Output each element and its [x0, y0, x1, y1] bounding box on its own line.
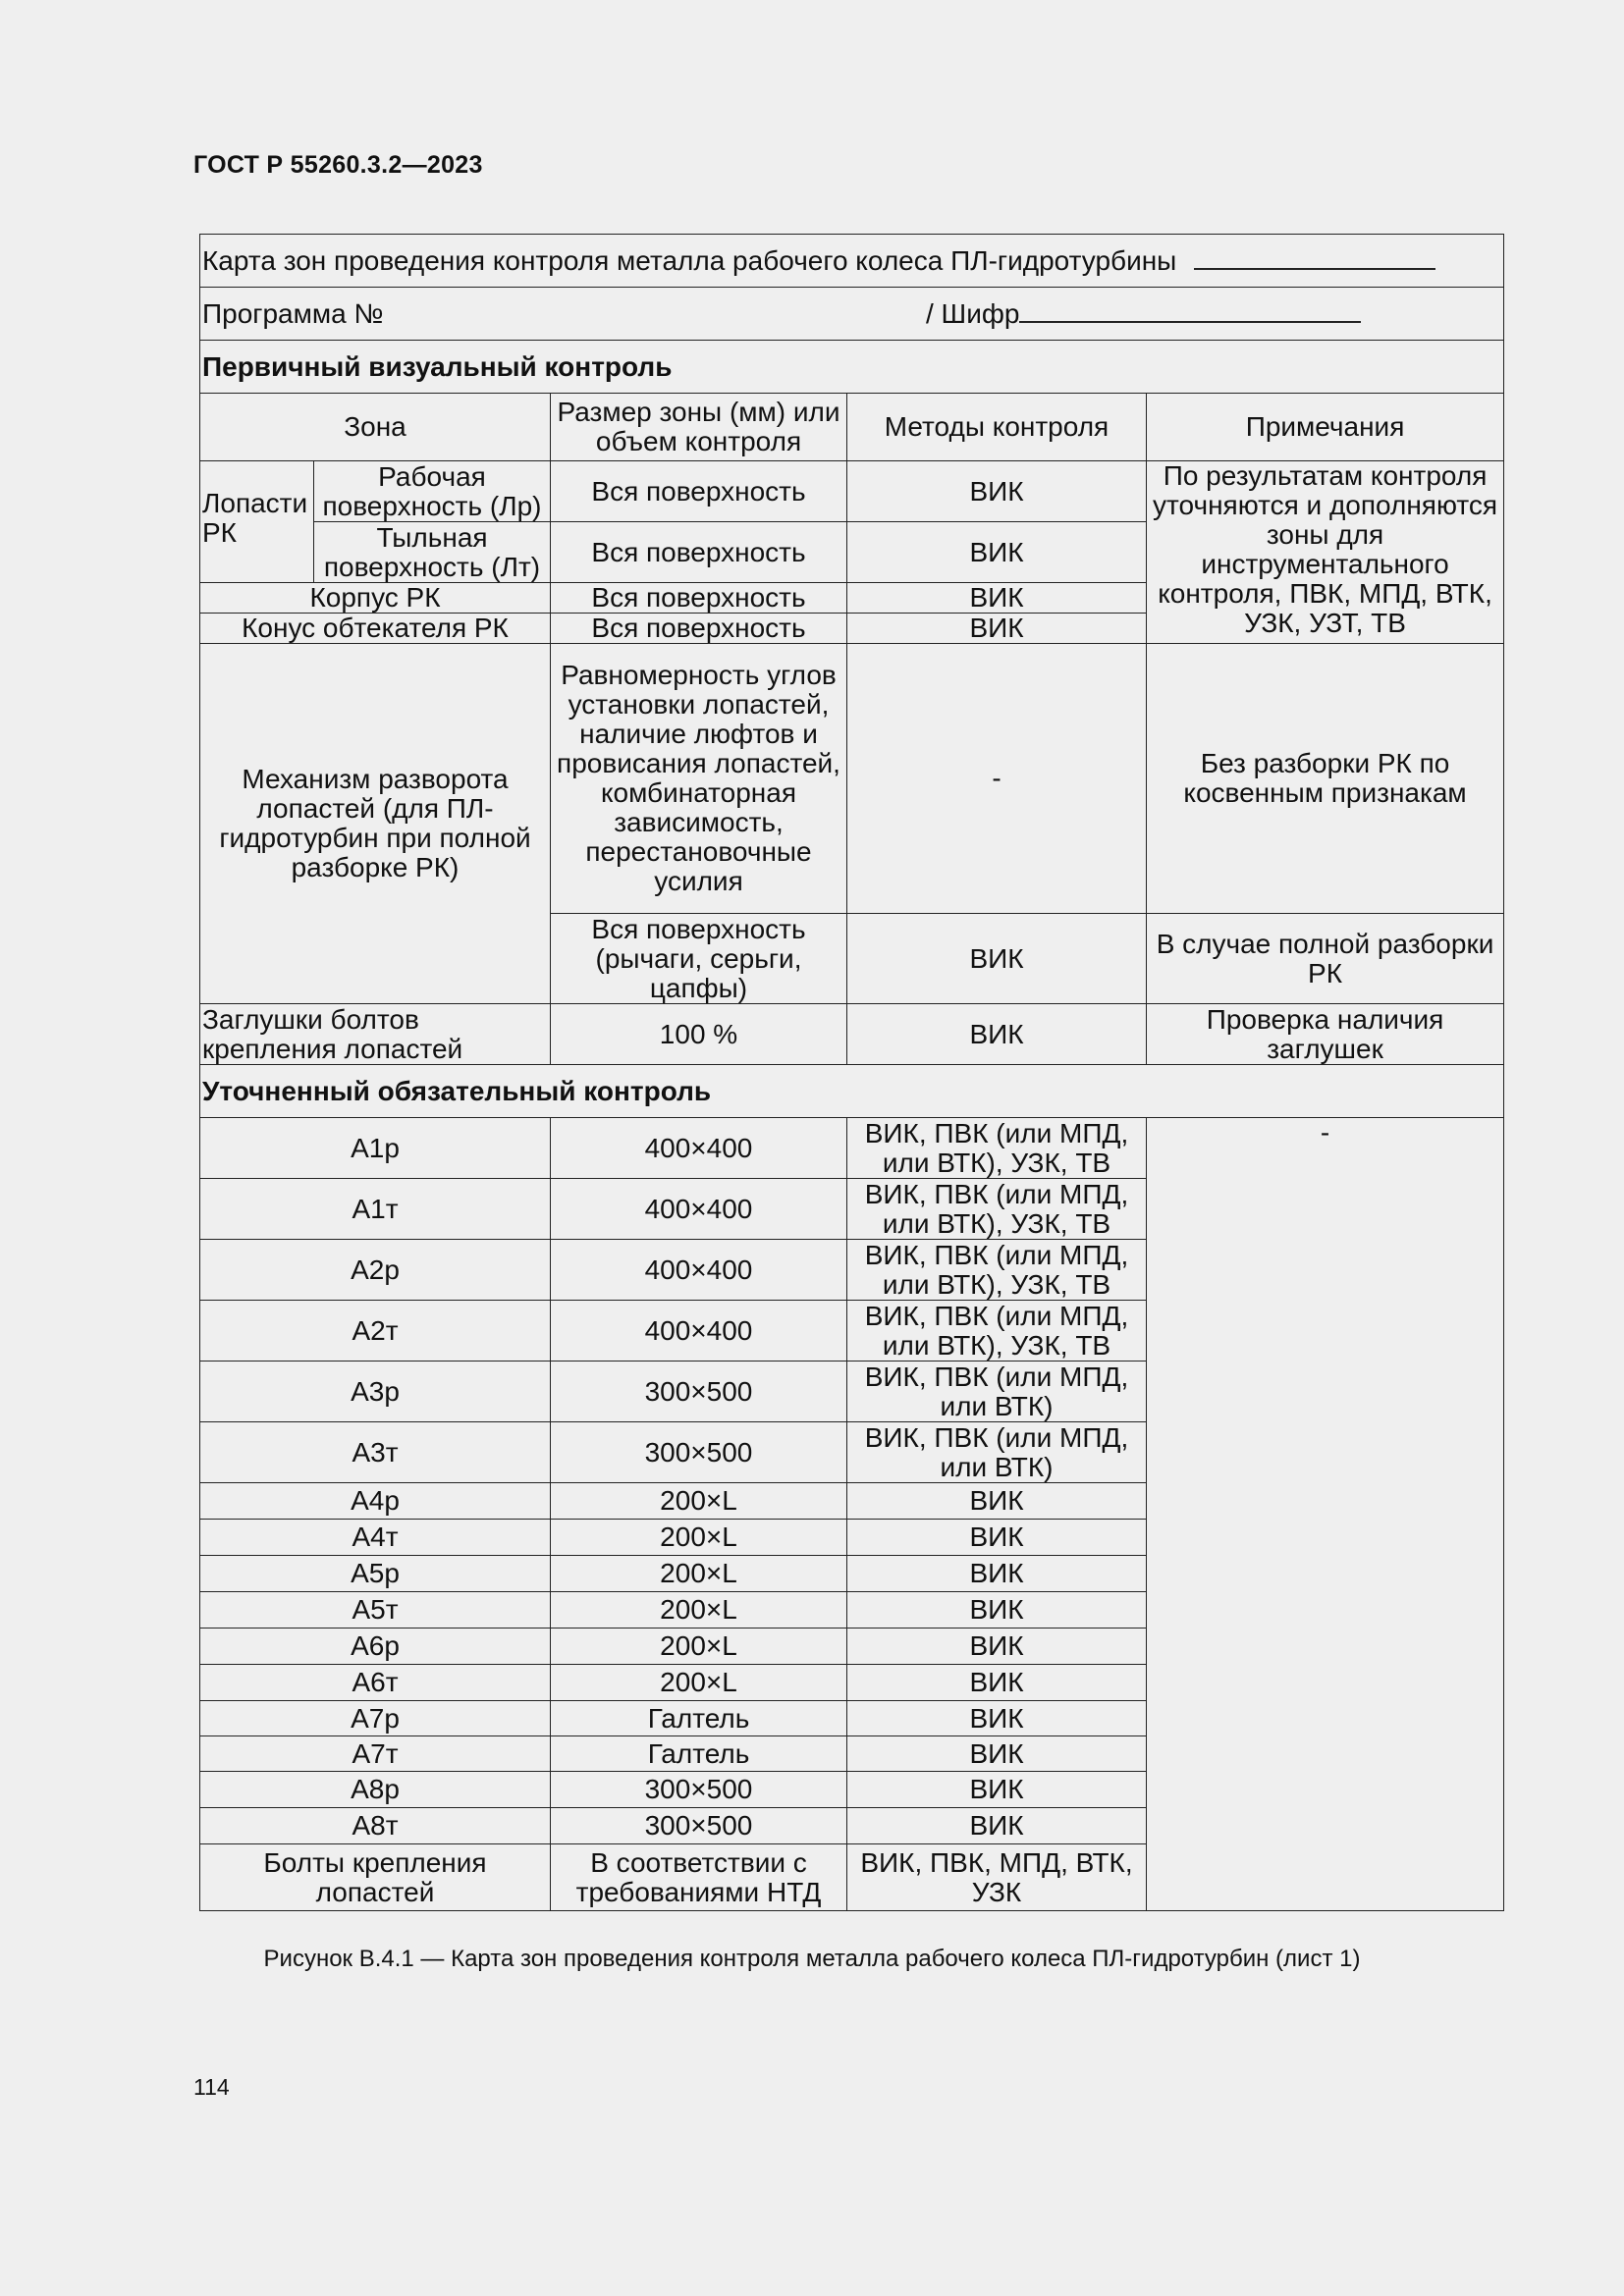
cone-method: ВИК: [847, 614, 1147, 644]
plugs-method: ВИК: [847, 1004, 1147, 1065]
cipher-field: [926, 299, 1361, 329]
refined-size: 200×L: [551, 1592, 847, 1629]
blades-label: Лопасти РК: [200, 461, 314, 583]
mechanism-size-1: Равномерность углов установки лопастей, наличие люфтов и провисания лопастей, комбинаторная зависимость, перестановочные усилия: [551, 644, 847, 914]
refined-size: 200×L: [551, 1665, 847, 1701]
refined-zone: А5р: [200, 1556, 551, 1592]
program-cell: [200, 288, 1504, 341]
mechanism-method-2: ВИК: [847, 914, 1147, 1004]
col-header-size: Размер зоны (мм) или объем контроля: [551, 394, 847, 461]
col-header-notes: Примечания: [1147, 394, 1504, 461]
working-surface-method: ВИК: [847, 461, 1147, 522]
document-header: ГОСТ Р 55260.3.2—2023: [193, 151, 483, 179]
title-row: [200, 235, 1504, 288]
refined-size: 300×500: [551, 1808, 847, 1844]
mechanism-notes-1: Без разборки РК по косвенным признакам: [1147, 644, 1504, 914]
housing-label: Корпус РК: [200, 583, 551, 614]
refined-zone: А6т: [200, 1665, 551, 1701]
refined-zone: А3р: [200, 1362, 551, 1422]
working-surface-label: Рабочая поверхность (Лр): [314, 461, 551, 522]
refined-methods: ВИК: [847, 1665, 1147, 1701]
refined-size: Галтель: [551, 1701, 847, 1736]
col-header-zone: Зона: [200, 394, 551, 461]
column-header-row: [200, 394, 1504, 461]
cipher-blank-line: [1019, 299, 1361, 323]
refined-notes: -: [1147, 1118, 1504, 1911]
refined-size: 300×500: [551, 1362, 847, 1422]
refined-size: 200×L: [551, 1629, 847, 1665]
section-refined-row: [200, 1065, 1504, 1118]
refined-size: 300×500: [551, 1772, 847, 1808]
refined-methods: ВИК, ПВК (или МПД, или ВТК), УЗК, ТВ: [847, 1301, 1147, 1362]
back-surface-size: Вся поверхность: [551, 522, 847, 583]
refined-zone: А7р: [200, 1701, 551, 1736]
row-plugs: [200, 1004, 1504, 1065]
refined-zone: А8р: [200, 1772, 551, 1808]
refined-methods: ВИК: [847, 1701, 1147, 1736]
refined-methods: ВИК: [847, 1520, 1147, 1556]
refined-size: 400×400: [551, 1301, 847, 1362]
refined-size: 200×L: [551, 1483, 847, 1520]
figure-caption: Рисунок В.4.1 — Карта зон проведения контроля металла рабочего колеса ПЛ-гидротурбин (лист 1): [263, 1946, 1361, 1972]
refined-methods: ВИК: [847, 1592, 1147, 1629]
title-text: Карта зон проведения контроля металла рабочего колеса ПЛ-гидротурбины: [202, 244, 1177, 276]
mechanism-notes-2: В случае полной разборки РК: [1147, 914, 1504, 1004]
refined-size: Галтель: [551, 1736, 847, 1772]
section-refined-title: Уточненный обязательный контроль: [200, 1065, 1504, 1118]
section-primary-title: Первичный визуальный контроль: [200, 341, 1504, 394]
refined-size: 400×400: [551, 1179, 847, 1240]
refined-methods: ВИК, ПВК, МПД, ВТК, УЗК: [847, 1844, 1147, 1911]
refined-zone: А2т: [200, 1301, 551, 1362]
working-surface-size: Вся поверхность: [551, 461, 847, 522]
refined-methods: ВИК: [847, 1772, 1147, 1808]
refined-methods: ВИК: [847, 1483, 1147, 1520]
refined-methods: ВИК, ПВК (или МПД, или ВТК), УЗК, ТВ: [847, 1240, 1147, 1301]
refined-zone: А4т: [200, 1520, 551, 1556]
section-primary-row: [200, 341, 1504, 394]
refined-methods: ВИК, ПВК (или МПД, или ВТК), УЗК, ТВ: [847, 1179, 1147, 1240]
refined-methods: ВИК, ПВК (или МПД, или ВТК), УЗК, ТВ: [847, 1118, 1147, 1179]
program-row: [200, 288, 1504, 341]
refined-zone: А6р: [200, 1629, 551, 1665]
refined-size: В соответствии с требованиями НТД: [551, 1844, 847, 1911]
housing-size: Вся поверхность: [551, 583, 847, 614]
refined-size: 300×500: [551, 1422, 847, 1483]
back-surface-method: ВИК: [847, 522, 1147, 583]
refined-methods: ВИК, ПВК (или МПД, или ВТК): [847, 1422, 1147, 1483]
plugs-label: Заглушки болтов крепления лопастей: [200, 1004, 551, 1065]
plugs-notes: Проверка наличия заглушек: [1147, 1004, 1504, 1065]
refined-zone: А1т: [200, 1179, 551, 1240]
cone-label: Конус обтекателя РК: [200, 614, 551, 644]
refined-methods: ВИК, ПВК (или МПД, или ВТК): [847, 1362, 1147, 1422]
mechanism-label: Механизм разворота лопастей (для ПЛ-гидротурбин при полной разборке РК): [200, 644, 551, 1004]
refined-size: 200×L: [551, 1520, 847, 1556]
refined-zone: А7т: [200, 1736, 551, 1772]
control-zones-table: [199, 234, 1504, 1911]
refined-size: 400×400: [551, 1240, 847, 1301]
page-number: 114: [193, 2074, 230, 2100]
refined-zone: А2р: [200, 1240, 551, 1301]
refined-methods: ВИК: [847, 1808, 1147, 1844]
refined-methods: ВИК: [847, 1629, 1147, 1665]
refined-zone: А8т: [200, 1808, 551, 1844]
refined-zone: А4р: [200, 1483, 551, 1520]
refined-zone: А5т: [200, 1592, 551, 1629]
mechanism-method-1: -: [847, 644, 1147, 914]
row-working-surface: [200, 461, 1504, 522]
housing-method: ВИК: [847, 583, 1147, 614]
plugs-size: 100 %: [551, 1004, 847, 1065]
back-surface-label: Тыльная поверхность (Лт): [314, 522, 551, 583]
col-header-methods: Методы контроля: [847, 394, 1147, 461]
refined-rows: [200, 1118, 1504, 1911]
cone-size: Вся поверхность: [551, 614, 847, 644]
primary-notes: По результатам контроля уточняются и дополняются зоны для инструментального контроля, ПВК, МПД, ВТК, УЗК, УЗТ, ТВ: [1147, 461, 1504, 644]
title-blank-line: [1194, 246, 1435, 270]
refined-zone: Болты крепления лопастей: [200, 1844, 551, 1911]
refined-zone: А3т: [200, 1422, 551, 1483]
refined-size: 200×L: [551, 1556, 847, 1592]
title-cell: [200, 235, 1504, 288]
mechanism-size-2: Вся поверхность (рычаги, серьги, цапфы): [551, 914, 847, 1004]
refined-methods: ВИК: [847, 1556, 1147, 1592]
refined-methods: ВИК: [847, 1736, 1147, 1772]
cipher-label: / Шифр: [926, 298, 1020, 329]
refined-size: 400×400: [551, 1118, 847, 1179]
table-row: [200, 1118, 1504, 1179]
program-label: Программа №: [202, 297, 384, 329]
refined-zone: А1р: [200, 1118, 551, 1179]
row-mechanism-1: [200, 644, 1504, 914]
